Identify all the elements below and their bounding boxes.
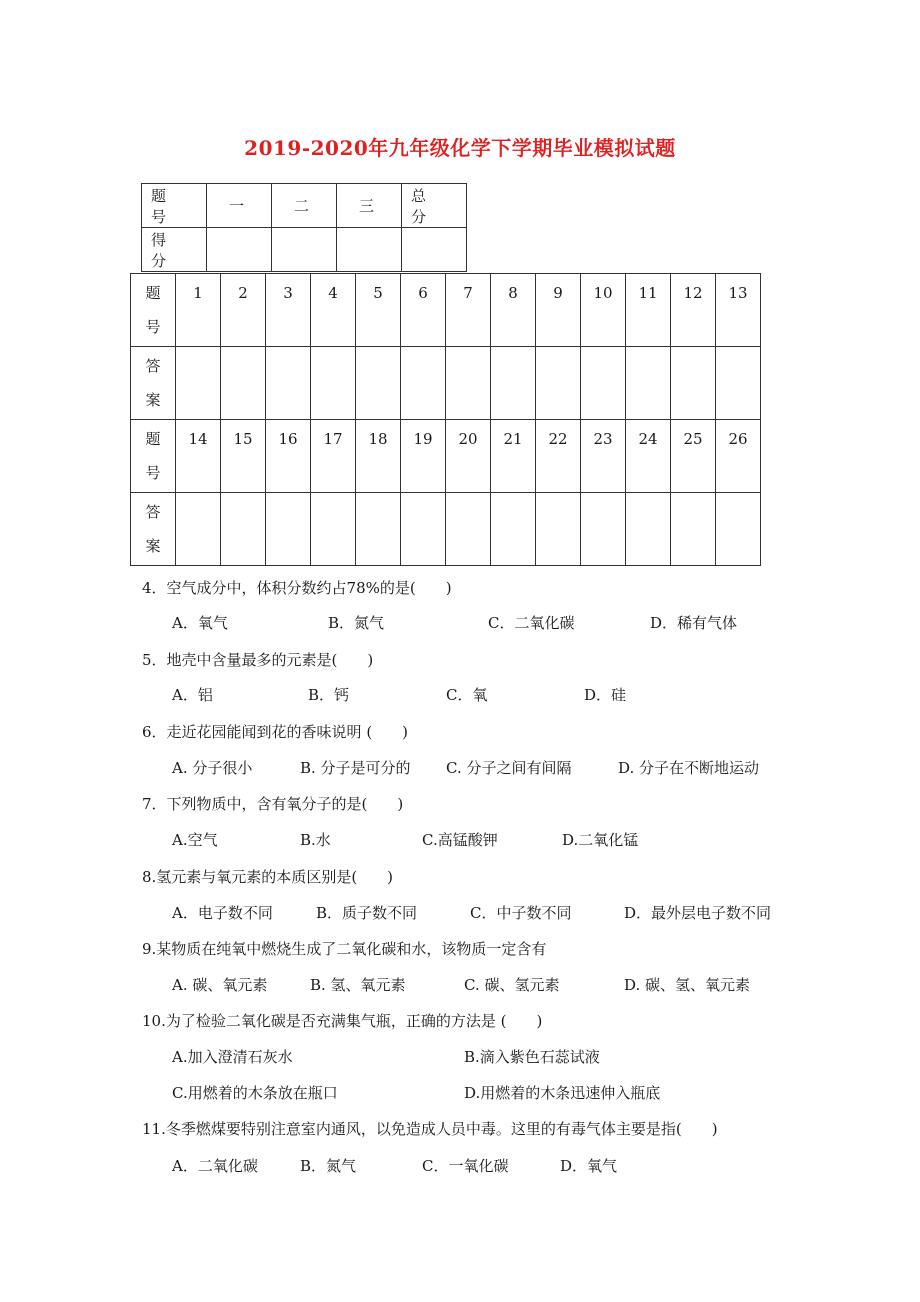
question-number: 26 — [716, 420, 761, 493]
answer-cell[interactable] — [311, 493, 356, 566]
q8-option-c: C．中子数不同 — [470, 904, 572, 922]
q11-option-c: C．一氧化碳 — [422, 1157, 509, 1175]
q4-option-b: B．氮气 — [328, 614, 385, 632]
question-number: 7 — [446, 274, 491, 347]
question-number: 25 — [671, 420, 716, 493]
question-number: 6 — [401, 274, 446, 347]
question-10: 10.为了检验二氧化碳是否充满集气瓶，正确的方法是 ( ) — [142, 1012, 543, 1030]
answer-label-answer: 答 案 — [131, 347, 176, 420]
answer-cell[interactable] — [221, 347, 266, 420]
q10-option-c: C.用燃着的木条放在瓶口 — [172, 1084, 338, 1102]
question-number: 8 — [491, 274, 536, 347]
q4-option-a: A．氧气 — [172, 614, 228, 632]
score-blank[interactable] — [337, 228, 402, 272]
answer-cell[interactable] — [401, 347, 446, 420]
score-table — [141, 183, 467, 272]
answer-cell[interactable] — [446, 493, 491, 566]
q5-option-b: B．钙 — [308, 686, 350, 704]
answer-cell[interactable] — [221, 493, 266, 566]
answer-cell[interactable] — [626, 347, 671, 420]
q7-option-a: A.空气 — [172, 831, 218, 849]
answer-blank-row-2 — [131, 493, 761, 566]
score-section-2: 二 — [272, 184, 337, 228]
score-section-3: 三 — [337, 184, 402, 228]
answer-cell[interactable] — [671, 347, 716, 420]
q9-option-d: D. 碳、氢、氧元素 — [624, 976, 751, 994]
answer-label-question: 题 号 — [131, 274, 176, 347]
answer-cell[interactable] — [491, 493, 536, 566]
q6-option-c: C. 分子之间有间隔 — [446, 759, 572, 777]
q10-option-d: D.用燃着的木条迅速伸入瓶底 — [464, 1084, 661, 1102]
question-6: 6．走近花园能闻到花的香味说明 ( ) — [142, 723, 409, 741]
question-5: 5．地壳中含量最多的元素是( ) — [142, 651, 374, 669]
q6-option-b: B. 分子是可分的 — [300, 759, 411, 777]
answer-cell[interactable] — [266, 347, 311, 420]
answer-number-row-2 — [131, 420, 761, 493]
question-number: 10 — [581, 274, 626, 347]
q9-option-b: B. 氢、氧元素 — [310, 976, 406, 994]
q10-option-a: A.加入澄清石灰水 — [172, 1048, 293, 1066]
page-title: 2019-2020年九年级化学下学期毕业模拟试题 — [244, 136, 676, 160]
answer-cell[interactable] — [311, 347, 356, 420]
q6-option-a: A. 分子很小 — [172, 759, 253, 777]
q11-option-d: D．氧气 — [560, 1157, 618, 1175]
score-section-1: 一 — [207, 184, 272, 228]
answer-cell[interactable] — [716, 347, 761, 420]
question-number: 12 — [671, 274, 716, 347]
q4-option-c: C．二氧化碳 — [488, 614, 575, 632]
score-value-row — [142, 228, 467, 272]
question-number: 22 — [536, 420, 581, 493]
score-blank[interactable] — [402, 228, 467, 272]
question-number: 19 — [401, 420, 446, 493]
score-total: 总 分 — [402, 184, 467, 228]
answer-blank-row-1 — [131, 347, 761, 420]
question-number: 3 — [266, 274, 311, 347]
q11-option-a: A．二氧化碳 — [172, 1157, 258, 1175]
answer-cell[interactable] — [176, 347, 221, 420]
q5-option-a: A．铝 — [172, 686, 213, 704]
q7-option-d: D.二氧化锰 — [562, 831, 639, 849]
question-number: 17 — [311, 420, 356, 493]
question-7: 7．下列物质中，含有氧分子的是( ) — [142, 795, 404, 813]
question-number: 21 — [491, 420, 536, 493]
q8-option-d: D．最外层电子数不同 — [624, 904, 772, 922]
question-number: 18 — [356, 420, 401, 493]
answer-label-answer: 答 案 — [131, 493, 176, 566]
score-label-score: 得 分 — [142, 228, 207, 272]
question-number: 15 — [221, 420, 266, 493]
question-8: 8.氢元素与氧元素的本质区别是( ) — [142, 868, 394, 886]
question-4: 4．空气成分中，体积分数约占78%的是( ) — [142, 579, 452, 597]
question-number: 20 — [446, 420, 491, 493]
answer-cell[interactable] — [536, 347, 581, 420]
answer-cell[interactable] — [176, 493, 221, 566]
answer-cell[interactable] — [581, 493, 626, 566]
question-9: 9.某物质在纯氧中燃烧生成了二氧化碳和水，该物质一定含有 — [142, 940, 547, 958]
answer-number-row-1 — [131, 274, 761, 347]
answer-cell[interactable] — [716, 493, 761, 566]
q11-option-b: B．氮气 — [300, 1157, 357, 1175]
question-number: 13 — [716, 274, 761, 347]
answer-cell[interactable] — [581, 347, 626, 420]
question-number: 11 — [626, 274, 671, 347]
answer-cell[interactable] — [356, 493, 401, 566]
question-number: 23 — [581, 420, 626, 493]
question-number: 1 — [176, 274, 221, 347]
answer-cell[interactable] — [401, 493, 446, 566]
answer-cell[interactable] — [626, 493, 671, 566]
q9-option-c: C. 碳、氢元素 — [464, 976, 560, 994]
question-number: 14 — [176, 420, 221, 493]
q9-option-a: A. 碳、氧元素 — [172, 976, 268, 994]
answer-label-question: 题 号 — [131, 420, 176, 493]
score-blank[interactable] — [207, 228, 272, 272]
score-header-row — [142, 184, 467, 228]
answer-cell[interactable] — [671, 493, 716, 566]
answer-cell[interactable] — [266, 493, 311, 566]
question-number: 9 — [536, 274, 581, 347]
score-label-question: 题 号 — [142, 184, 207, 228]
answer-table — [130, 273, 761, 566]
q8-option-b: B．质子数不同 — [316, 904, 418, 922]
q6-option-d: D. 分子在不断地运动 — [618, 759, 760, 777]
question-number: 24 — [626, 420, 671, 493]
q7-option-c: C.高锰酸钾 — [422, 831, 498, 849]
answer-cell[interactable] — [536, 493, 581, 566]
score-blank[interactable] — [272, 228, 337, 272]
answer-cell[interactable] — [356, 347, 401, 420]
q8-option-a: A．电子数不同 — [172, 904, 273, 922]
answer-cell[interactable] — [446, 347, 491, 420]
question-number: 16 — [266, 420, 311, 493]
answer-cell[interactable] — [491, 347, 536, 420]
question-number: 4 — [311, 274, 356, 347]
q4-option-d: D．稀有气体 — [650, 614, 738, 632]
q5-option-d: D．硅 — [584, 686, 627, 704]
q5-option-c: C．氧 — [446, 686, 488, 704]
question-number: 5 — [356, 274, 401, 347]
question-11: 11.冬季燃煤要特别注意室内通风，以免造成人员中毒。这里的有毒气体主要是指( ) — [142, 1120, 718, 1138]
q10-option-b: B.滴入紫色石蕊试液 — [464, 1048, 600, 1066]
q7-option-b: B.水 — [300, 831, 331, 849]
question-number: 2 — [221, 274, 266, 347]
